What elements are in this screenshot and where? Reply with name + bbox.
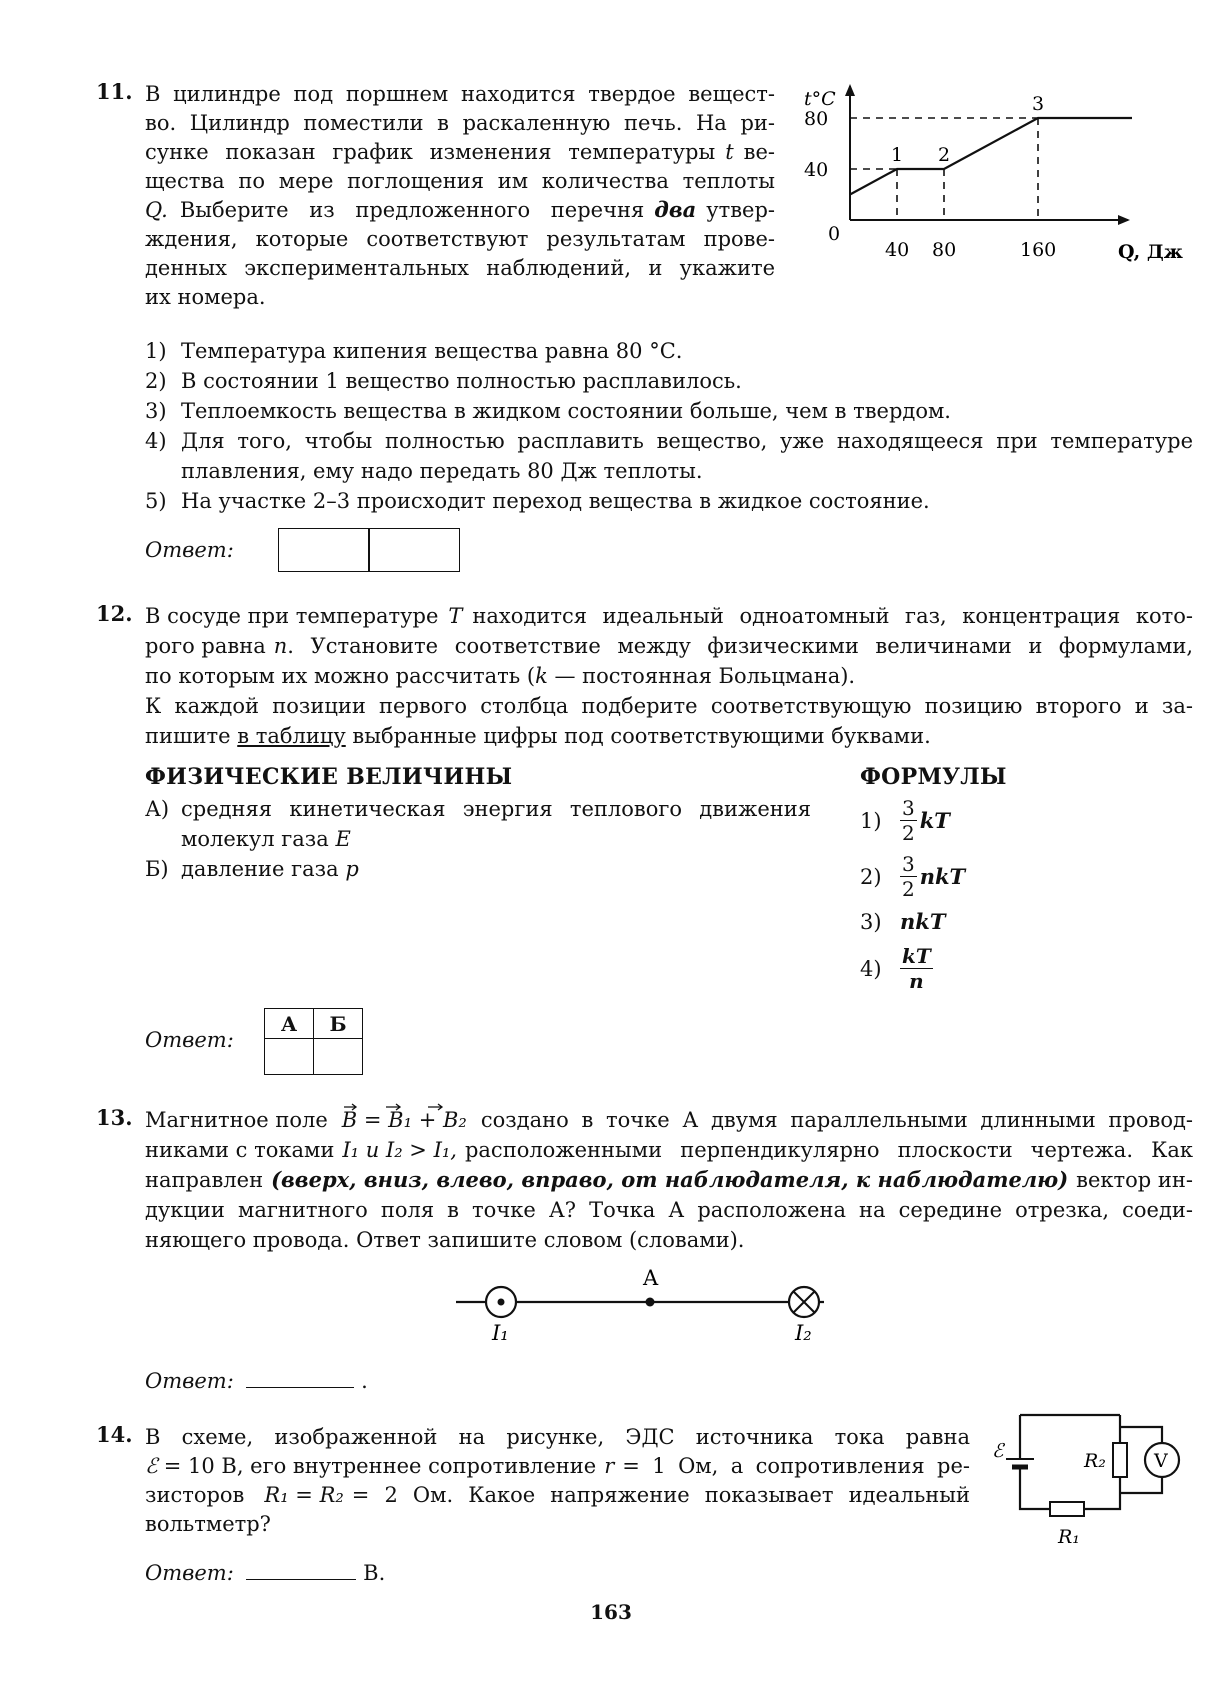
q11-option-4-num: 4) bbox=[145, 429, 167, 453]
q11-option-4-cont: плавления, ему надо передать 80 Дж теплоты. bbox=[181, 459, 703, 483]
q14-answer-field[interactable] bbox=[246, 1557, 356, 1580]
q11-answer-label: Ответ: bbox=[145, 538, 234, 562]
q14-line-2 bbox=[145, 1451, 970, 1481]
q11-line-7: денных экспериментальных наблюдений, и укажите bbox=[145, 256, 775, 280]
q14-number: 14. bbox=[96, 1422, 133, 1447]
q11-var-Q: Q. bbox=[145, 198, 168, 222]
q14-line-3a: зисторов bbox=[145, 1483, 245, 1507]
q11-line-5-text: Выберите из предложенного перечня bbox=[179, 198, 645, 222]
page-number: 163 bbox=[590, 1600, 632, 1624]
q13-answer bbox=[145, 1365, 368, 1396]
q14-answer-label: Ответ: bbox=[145, 1561, 234, 1585]
q13-line-3a: направлен bbox=[145, 1168, 264, 1192]
q12-formula-1-numerator: 3 bbox=[902, 796, 915, 820]
q12-formula-2-denominator: 2 bbox=[902, 877, 915, 901]
q12-var-k: k bbox=[535, 664, 548, 688]
q12-var-n: n bbox=[273, 634, 288, 658]
x-axis-arrow-icon bbox=[1118, 215, 1130, 225]
q12-line-1 bbox=[145, 601, 1193, 631]
q12-line-5 bbox=[145, 721, 931, 751]
q11-two: два bbox=[654, 197, 697, 222]
q12-var-T: T bbox=[448, 604, 463, 628]
q11-option-1-num: 1) bbox=[145, 339, 167, 363]
q14-resistor-r2 bbox=[1113, 1443, 1127, 1477]
q11-line-5 bbox=[145, 195, 775, 225]
q12-line-3 bbox=[145, 661, 855, 691]
q14-answer bbox=[145, 1557, 385, 1588]
q14-emf: ℰ bbox=[145, 1454, 158, 1478]
q14-line-3b: = 2 Ом. Какое напряжение показывает идеальный bbox=[351, 1483, 970, 1507]
q12-formula-1-frac bbox=[900, 796, 917, 845]
q13-number: 13. bbox=[96, 1105, 133, 1130]
q12-line-3b: — постоянная Больцмана). bbox=[554, 664, 856, 688]
q14-line-2a: = 10 В, его внутреннее сопротивление bbox=[163, 1454, 597, 1478]
q11-line-2: во. Цилиндр поместили в раскаленную печь. На ри- bbox=[145, 111, 775, 135]
q12-table-link: в таблицу bbox=[237, 724, 346, 748]
q12-line-2 bbox=[145, 631, 1193, 661]
q11-line-8: их номера. bbox=[145, 285, 266, 309]
x-tick-label: 80 bbox=[932, 239, 957, 261]
q12-line-4: К каждой позиции первого столбца подберите соответствующую позицию второго и за- bbox=[145, 694, 1193, 718]
q13-directions: (вверх, вниз, влево, вправо, от наблюдателя, к наблюдателю) bbox=[271, 1167, 1069, 1192]
q12-formula-2-numerator: 3 bbox=[902, 852, 915, 876]
q11-var-t: t bbox=[725, 140, 734, 164]
q13-formula bbox=[342, 1105, 467, 1135]
y-axis-arrow-icon bbox=[845, 84, 855, 96]
q13-line-2 bbox=[145, 1135, 1193, 1165]
q12-item-a-line2 bbox=[181, 824, 351, 854]
q14-voltmeter-wire-top bbox=[1120, 1427, 1162, 1443]
q12-formula-3-num: 3) bbox=[860, 910, 882, 934]
q11-line-3-tail: ве- bbox=[743, 140, 775, 164]
q12-col1-header: ФИЗИЧЕСКИЕ ВЕЛИЧИНЫ bbox=[145, 764, 513, 790]
q12-answer-header-a: А bbox=[265, 1009, 314, 1039]
q13-line-4: дукции магнитного поля в точке А? Точка А расположена на середине отрезка, соеди- bbox=[145, 1198, 1193, 1222]
q11-option-1 bbox=[145, 336, 167, 366]
q12-line-5a: пишите bbox=[145, 724, 231, 748]
q13-answer-label: Ответ: bbox=[145, 1369, 234, 1393]
y-tick-label: 40 bbox=[804, 159, 829, 181]
q11-option-1-text: Температура кипения вещества равна 80 °С. bbox=[181, 339, 683, 363]
q12-answer-table[interactable] bbox=[264, 1008, 363, 1075]
q12-formula-4-frac bbox=[900, 944, 933, 993]
q13-lead: Магнитное поле bbox=[145, 1108, 328, 1132]
q11-line-3 bbox=[145, 137, 775, 167]
q12-answer-header-b: Б bbox=[314, 1009, 363, 1039]
q14-line-1: В схеме, изображенной на рисунке, ЭДС источника тока равна bbox=[145, 1425, 970, 1449]
q12-formula-3 bbox=[860, 907, 945, 937]
q13-answer-field[interactable] bbox=[246, 1365, 354, 1388]
q11-line-3-text: сунке показан график изменения температуры bbox=[145, 140, 716, 164]
q13-formula-text: B = B₁ + B₂ bbox=[341, 1108, 467, 1132]
q11-line-4: щества по мере поглощения им количества теплоты bbox=[145, 169, 775, 193]
q13-line-1 bbox=[145, 1105, 1193, 1135]
q12-answer-label: Ответ: bbox=[145, 1028, 234, 1052]
q12-formula-2-tail: nkT bbox=[919, 863, 966, 889]
q13-line-3 bbox=[145, 1165, 1193, 1195]
y-tick-label: 80 bbox=[804, 108, 829, 130]
q11-option-3-num: 3) bbox=[145, 399, 167, 423]
q13-point-label: A bbox=[643, 1266, 659, 1290]
q14-emf-label: ℰ bbox=[992, 1440, 1004, 1462]
point-label: 3 bbox=[1032, 93, 1045, 115]
q12-item-a-var: E bbox=[335, 827, 351, 851]
q14-line-4: вольтметр? bbox=[145, 1512, 271, 1536]
q11-line-6: ждения, которые соответствуют результатам прове- bbox=[145, 227, 775, 251]
q13-point-a bbox=[646, 1298, 655, 1307]
q11-chart bbox=[790, 80, 1190, 290]
q12-formula-1 bbox=[860, 796, 950, 845]
q11-option-5-num: 5) bbox=[145, 489, 167, 513]
q14-resistors-eq: R₁ = R₂ bbox=[264, 1483, 344, 1507]
q12-number: 12. bbox=[96, 601, 133, 626]
q13-wire-diagram bbox=[450, 1265, 840, 1345]
q12-formula-2 bbox=[860, 852, 965, 901]
q11-line-5-tail: утвер- bbox=[706, 198, 775, 222]
q14-line-2b: = 1 Ом, а сопротивления ре- bbox=[622, 1454, 970, 1478]
q14-r2-label: R₂ bbox=[1084, 1450, 1106, 1472]
q12-line-5b: выбранные цифры под соответствующими буквами. bbox=[352, 724, 931, 748]
q11-option-2-num: 2) bbox=[145, 369, 167, 393]
q14-line-3 bbox=[145, 1480, 970, 1510]
q12-answer-cell-a[interactable] bbox=[265, 1039, 314, 1075]
q14-answer-unit: В. bbox=[363, 1561, 386, 1585]
q12-line-2b: . Установите соответствие между физическими величинами и формулами, bbox=[287, 634, 1193, 658]
q12-formula-1-denominator: 2 bbox=[902, 821, 915, 845]
q12-line-3a: по которым их можно рассчитать ( bbox=[145, 664, 536, 688]
q11-answer-box[interactable] bbox=[278, 528, 460, 572]
q12-item-a-letter: А) bbox=[145, 797, 170, 821]
q13-line-5: няющего провода. Ответ запишите словом (словами). bbox=[145, 1228, 745, 1252]
q13-line-2b: расположенными перпендикулярно плоскости чертежа. Как bbox=[464, 1138, 1193, 1162]
q11-option-3-text: Теплоемкость вещества в жидком состоянии больше, чем в твердом. bbox=[181, 399, 951, 423]
q13-line-1-rest: создано в точке А двумя параллельными длинными провод- bbox=[480, 1108, 1193, 1132]
q11-option-2-text: В состоянии 1 вещество полностью расплавилось. bbox=[181, 369, 742, 393]
q14-voltmeter-wire-bottom bbox=[1120, 1477, 1162, 1493]
x-tick-label: 160 bbox=[1020, 239, 1057, 261]
q12-line-1b: находится идеальный одноатомный газ, концентрация кото- bbox=[472, 604, 1193, 628]
q13-wire-1-label: I₁ bbox=[492, 1321, 509, 1345]
q12-formula-4-numerator: kT bbox=[902, 944, 931, 968]
q11-number: 11. bbox=[96, 79, 133, 104]
q14-circuit bbox=[990, 1405, 1190, 1555]
q12-col2-header: ФОРМУЛЫ bbox=[860, 764, 1007, 790]
q12-formula-1-tail: kT bbox=[919, 807, 950, 833]
q12-line-2a: рого равна bbox=[145, 634, 266, 658]
q13-wire-2-label: I₂ bbox=[795, 1321, 812, 1345]
point-label: 2 bbox=[938, 144, 951, 166]
x-axis-label: Q, Дж bbox=[1118, 241, 1183, 263]
q11-answer-divider bbox=[368, 529, 370, 571]
q12-item-a-text1: средняя кинетическая энергия теплового движения bbox=[181, 797, 811, 821]
q12-item-b-text: давление газа bbox=[181, 857, 339, 881]
q11-option-5-text: На участке 2–3 происходит переход вещества в жидкое состояние. bbox=[181, 489, 930, 513]
q14-voltmeter-label: V bbox=[1154, 1450, 1168, 1472]
q13-line-2a: никами с токами bbox=[145, 1138, 335, 1162]
q12-formula-4-num: 4) bbox=[860, 956, 882, 981]
q12-answer-cell-b[interactable] bbox=[314, 1039, 363, 1075]
q11-option-4-text: Для того, чтобы полностью расплавить вещество, уже находящееся при температуре bbox=[181, 429, 1193, 453]
q14-wire-left-bottom bbox=[1020, 1467, 1050, 1509]
y-axis-label: t°C bbox=[804, 88, 836, 110]
q14-r1-label: R₁ bbox=[1058, 1526, 1080, 1548]
q13-vector-arrows bbox=[342, 1101, 472, 1113]
origin-label: 0 bbox=[828, 223, 841, 245]
point-label: 1 bbox=[891, 144, 904, 166]
q14-resistor-r1 bbox=[1050, 1502, 1084, 1516]
q13-line-3b: вектор ин- bbox=[1076, 1168, 1193, 1192]
q14-var-r: r bbox=[604, 1454, 615, 1478]
q12-formula-2-num: 2) bbox=[860, 864, 882, 889]
q12-line-1a: В сосуде при температуре bbox=[145, 604, 439, 628]
q12-item-b-var: p bbox=[345, 857, 359, 881]
q12-formula-4-denominator: n bbox=[909, 969, 924, 993]
q12-formula-1-num: 1) bbox=[860, 808, 882, 833]
q12-item-a-text2: молекул газа bbox=[181, 827, 329, 851]
q13-currents: I₁ и I₂ > I₁, bbox=[342, 1138, 457, 1162]
x-tick-label: 40 bbox=[885, 239, 910, 261]
q12-item-b-line bbox=[181, 854, 359, 884]
q13-answer-tail: . bbox=[361, 1369, 368, 1393]
q11-line-1: В цилиндре под поршнем находится твердое вещест- bbox=[145, 82, 775, 106]
q12-formula-4 bbox=[860, 944, 933, 993]
q13-wire-1-dot bbox=[498, 1299, 505, 1306]
q12-formula-2-frac bbox=[900, 852, 917, 901]
q12-item-b-letter: Б) bbox=[145, 857, 169, 881]
q12-formula-3-tail: nkT bbox=[900, 909, 946, 934]
